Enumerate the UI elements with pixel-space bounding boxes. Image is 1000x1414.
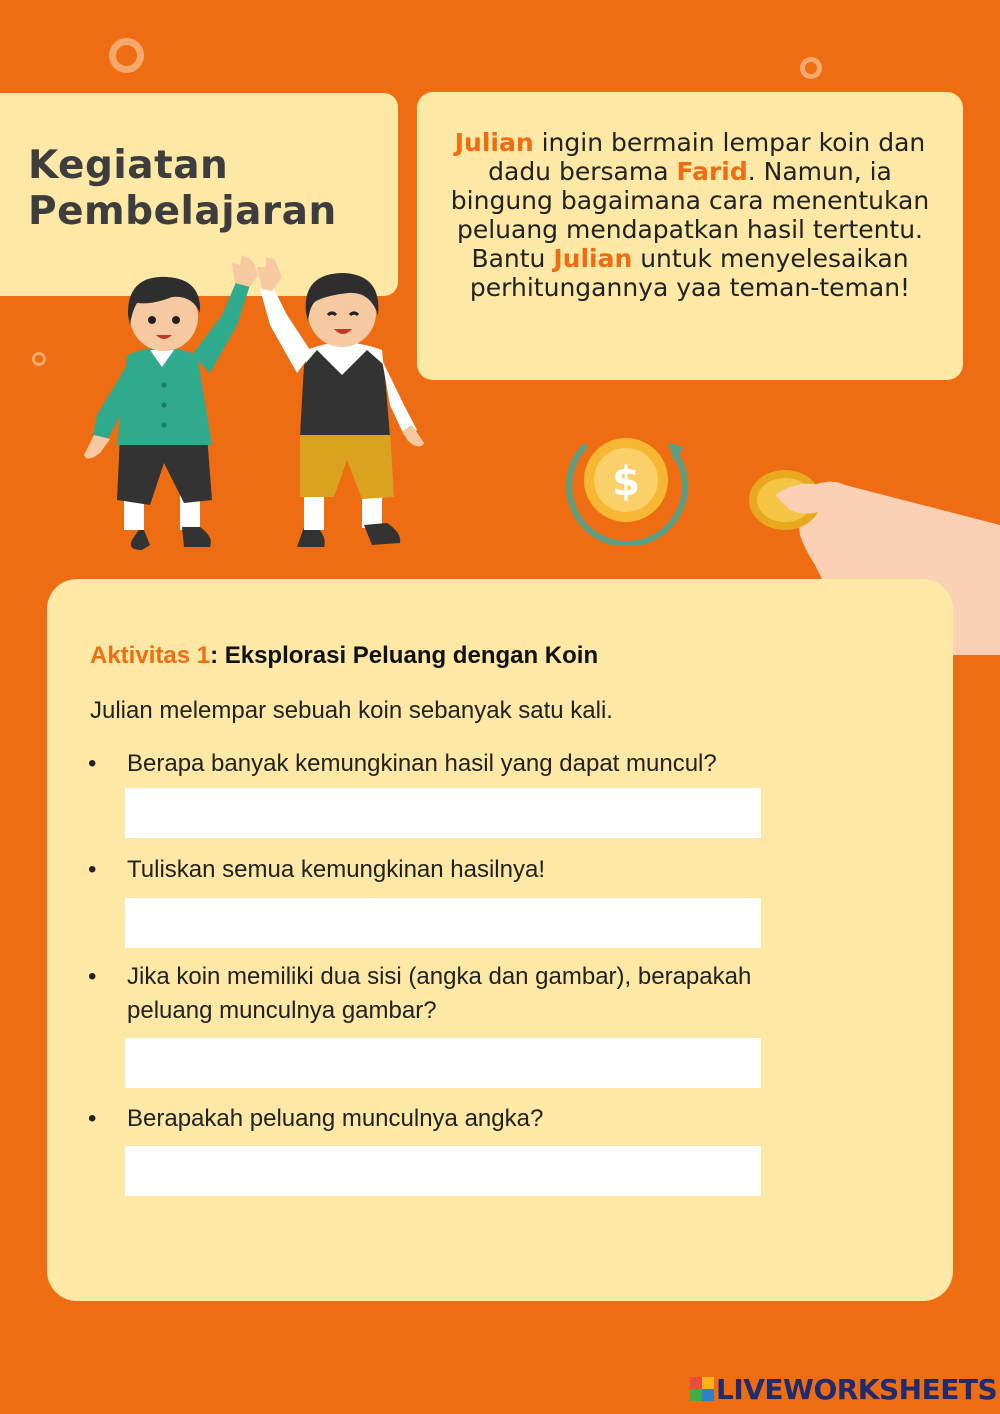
decorative-ring [109,38,144,73]
intro-name-julian-2: Julian [553,244,633,273]
question-1: Berapa banyak kemungkinan hasil yang dapat muncul? [127,750,717,777]
coin-rotate-icon [556,415,696,545]
question-3-line-1: Jika koin memiliki dua sisi (angka dan gambar), berapakah [127,963,752,990]
question-3 [127,960,751,1028]
page-title [28,143,337,235]
kids-high-five-illustration [72,255,432,565]
brand-name: LIVEWORKSHEETS [716,1372,998,1406]
title-line-1: Kegiatan [28,143,229,188]
activity-title [90,642,598,670]
question-3-line-2: peluang munculnya gambar? [127,997,437,1024]
kid-left [84,255,258,550]
decorative-ring [800,57,822,79]
activity-intro: Julian melempar sebuah koin sebanyak satu kali. [90,697,613,724]
liveworksheets-logo-icon [690,1377,714,1401]
intro-name-farid: Farid [676,157,748,186]
intro-text-1: ingin bermain lempar koin dan dadu bersama [488,128,926,186]
bullet: • [88,963,97,990]
liveworksheets-brand[interactable] [690,1373,997,1405]
intro-text-2: . Namun, ia bingung bagaimana cara menentukan peluang mendapatkan hasil tertentu. Bantu [450,157,930,273]
decorative-ring [32,352,46,366]
question-2: Tuliskan semua kemungkinan hasilnya! [127,856,545,883]
activity-label: Aktivitas 1 [90,642,211,669]
activity-heading: : Eksplorasi Peluang dengan Koin [210,642,599,669]
intro-text-3: untuk menyelesaikan perhitungannya yaa teman-teman! [469,244,911,302]
question-4: Berapakah peluang munculnya angka? [127,1105,544,1132]
answer-input-2[interactable] [125,898,761,948]
intro-card [417,92,963,380]
intro-name-julian: Julian [454,128,534,157]
answer-input-1[interactable] [125,788,761,838]
title-line-2: Pembelajaran [28,189,337,234]
kid-right [257,257,424,547]
answer-input-4[interactable] [125,1146,761,1196]
dollar-sign-icon: $ [612,459,640,505]
bullet: • [88,1105,97,1132]
bullet: • [88,750,97,777]
bullet: • [88,856,97,883]
answer-input-3[interactable] [125,1038,761,1088]
